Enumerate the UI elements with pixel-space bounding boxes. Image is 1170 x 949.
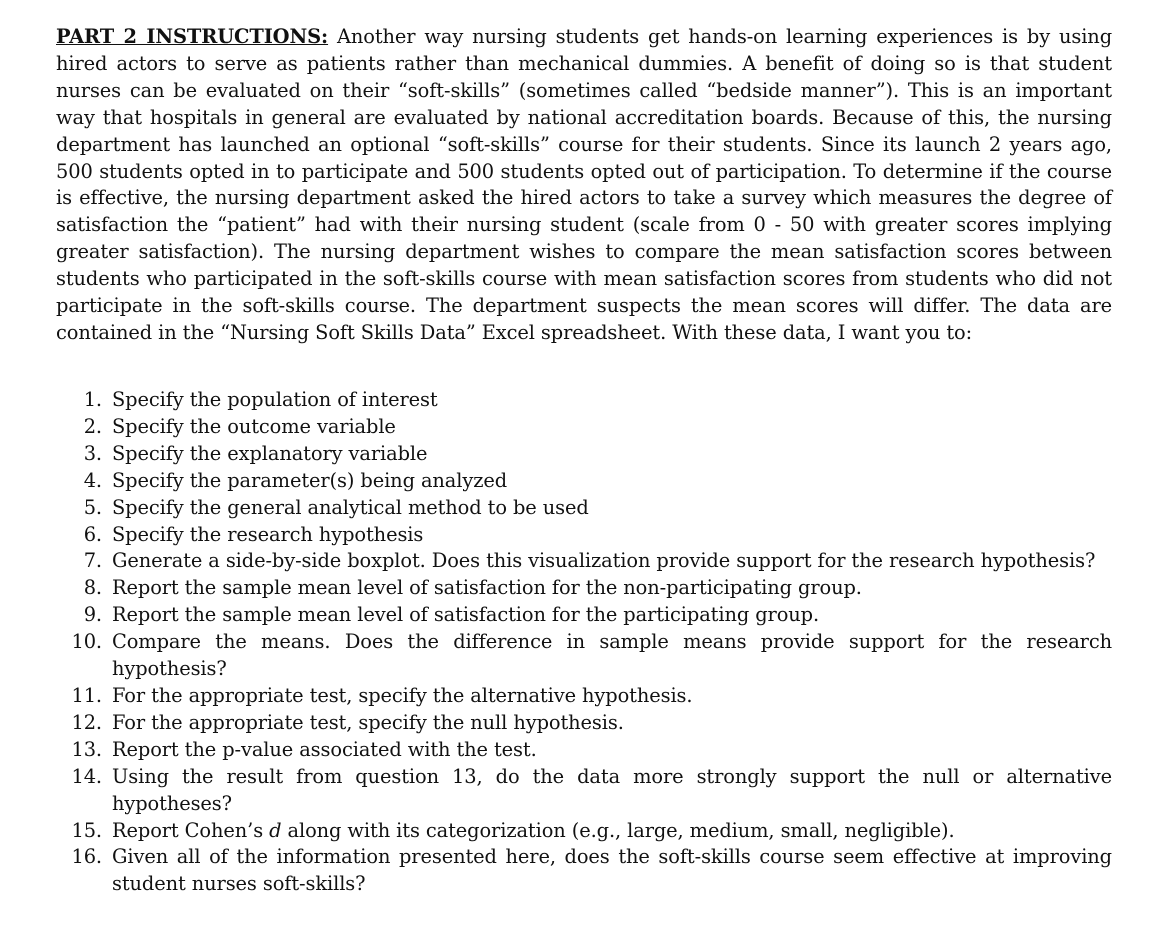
- list-item: [56, 818, 1112, 845]
- item-text: For the appropriate test, specify the alternative hypothesis.: [112, 683, 693, 707]
- item-text: Specify the parameter(s) being analyzed: [112, 468, 508, 492]
- list-item: [56, 468, 1112, 495]
- list-item: [56, 764, 1112, 818]
- intro-paragraph: [56, 24, 1112, 347]
- list-item: [56, 629, 1112, 683]
- document: [56, 24, 1113, 896]
- item-number: 8.: [83, 576, 102, 600]
- item-number: 10.: [71, 630, 102, 654]
- list-item: [56, 387, 1112, 414]
- item-text: Report the p-value associated with the test.: [112, 737, 537, 761]
- item-number: 15.: [71, 818, 102, 842]
- item-text: Report the sample mean level of satisfaction for the non-participating group.: [112, 576, 862, 600]
- item-text: Specify the general analytical method to be used: [112, 495, 589, 519]
- item-text-italic: d: [269, 818, 282, 842]
- list-item: [56, 548, 1112, 575]
- list-item: [56, 844, 1112, 898]
- item-number: 4.: [83, 468, 102, 492]
- intro-text: Another way nursing students get hands-on learning experiences is by using hired actors to serve as patients rather than mechanical dummies. A benefit of doing so is that student nurses can be evaluated on their “soft-skills” (sometimes called “bedside manner”). This is an important way that hospitals in general are evaluated by national accreditation boards. Because of this, the nursing department has launched an optional “soft-skills” course for their students. Since its launch 2 years ago, 500 students opted in to participate and 500 students opted out of participation. To determine if the course is effective, the nursing department asked the hired actors to take a survey which measures the degree of satisfaction the “patient” had with their nursing student (scale from 0 - 50 with greater scores implying greater satisfaction). The nursing department wishes to compare the mean satisfaction scores between students who participated in the soft-skills course with mean satisfaction scores from students who did not participate in the soft-skills course. The department suspects the mean scores will differ. The data are contained in the “Nursing Soft Skills Data” Excel spreadsheet. With these data, I want you to:: [56, 25, 1113, 344]
- item-text: For the appropriate test, specify the null hypothesis.: [112, 710, 624, 734]
- list-item: [56, 495, 1112, 522]
- item-text: Specify the population of interest: [112, 388, 438, 411]
- item-text: Compare the means. Does the difference in sample means provide support for the research hypothesis?: [112, 630, 1112, 681]
- item-number: 2.: [83, 414, 102, 438]
- item-number: 16.: [71, 845, 102, 869]
- item-text: Specify the outcome variable: [112, 414, 396, 438]
- item-number: 13.: [71, 737, 102, 761]
- item-text: Report the sample mean level of satisfaction for the participating group.: [112, 603, 820, 627]
- list-item: [56, 575, 1112, 602]
- item-text-before: Report Cohen’s: [112, 818, 270, 842]
- list-item: [56, 441, 1112, 468]
- item-number: 6.: [83, 522, 102, 546]
- item-text: Specify the explanatory variable: [112, 441, 428, 465]
- item-text-after: along with its categorization (e.g., large, medium, small, negligible).: [281, 818, 955, 842]
- list-item: [56, 414, 1112, 441]
- list-item: [56, 737, 1112, 764]
- item-number: 5.: [83, 495, 102, 519]
- list-item: [56, 602, 1112, 629]
- item-text: Using the result from question 13, do the data more strongly support the null or alternative hypotheses?: [112, 764, 1112, 815]
- item-number: 1.: [83, 388, 102, 411]
- item-text: Given all of the information presented here, does the soft-skills course seem effective at improving student nurses soft-skills?: [112, 845, 1112, 896]
- item-text: Generate a side-by-side boxplot. Does this visualization provide support for the research hypothesis?: [112, 549, 1096, 573]
- list-item: [56, 522, 1112, 549]
- item-number: 9.: [83, 603, 102, 627]
- item-number: 11.: [71, 683, 102, 707]
- item-number: 3.: [83, 441, 102, 465]
- item-text: Specify the research hypothesis: [112, 522, 424, 546]
- list-item: [56, 710, 1112, 737]
- section-heading: PART 2 INSTRUCTIONS:: [56, 25, 329, 48]
- task-list: [56, 387, 1112, 898]
- item-number: 14.: [71, 764, 102, 788]
- item-number: 12.: [71, 710, 102, 734]
- list-item: [56, 683, 1112, 710]
- item-number: 7.: [83, 549, 102, 573]
